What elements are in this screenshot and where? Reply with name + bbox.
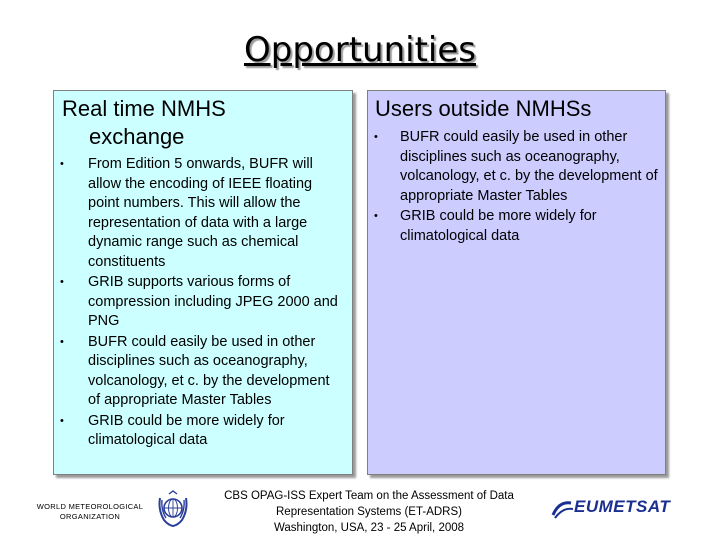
wmo-name: WORLD METEOROLOGICAL ORGANIZATION <box>36 502 144 521</box>
list-item: • BUFR could easily be used in other disciplines such as oceanography, volcanology, et c. by the development of appropriate Master Tables <box>374 129 658 204</box>
left-panel-title <box>62 95 342 151</box>
bullet-icon: • <box>60 158 64 170</box>
wmo-emblem-icon <box>156 490 190 528</box>
left-panel <box>53 90 353 475</box>
left-panel-title-line2: exchange <box>89 124 185 149</box>
left-panel-title-line1: Real time NMHS <box>62 96 226 121</box>
right-bullet-list <box>368 128 658 247</box>
slide-title: Opportunities <box>244 30 476 70</box>
event-caption: CBS OPAG-ISS Expert Team on the Assessment of Data Representation Systems (ET-ADRS) Washington, USA, 23 - 25 April, 2008 <box>224 490 514 534</box>
list-item: • BUFR could easily be used in other disciplines such as oceanography, volcanology, et c. by the development of appropriate Master Tables <box>60 333 330 408</box>
right-panel-title: Users outside NMHSs <box>375 96 592 121</box>
list-item: • GRIB could be more widely for climatological data <box>374 208 597 244</box>
bullet-icon: • <box>60 276 64 288</box>
eumetsat-wordmark: EUMETSAT <box>574 497 671 516</box>
bullet-icon: • <box>374 131 378 143</box>
bullet-icon: • <box>374 210 378 222</box>
list-item: • From Edition 5 onwards, BUFR will allow the encoding of IEEE floating point numbers. This will allow the representation of data with a large dynamic range such as chemical constituents <box>60 156 313 270</box>
list-item: • GRIB supports various forms of compression including JPEG 2000 and PNG <box>60 274 338 329</box>
bullet-icon: • <box>60 414 64 427</box>
left-bullet-list <box>54 155 344 452</box>
list-item: • GRIB could be more widely for climatological data <box>60 412 285 448</box>
right-panel <box>367 90 666 475</box>
bullet-icon: • <box>60 335 64 348</box>
